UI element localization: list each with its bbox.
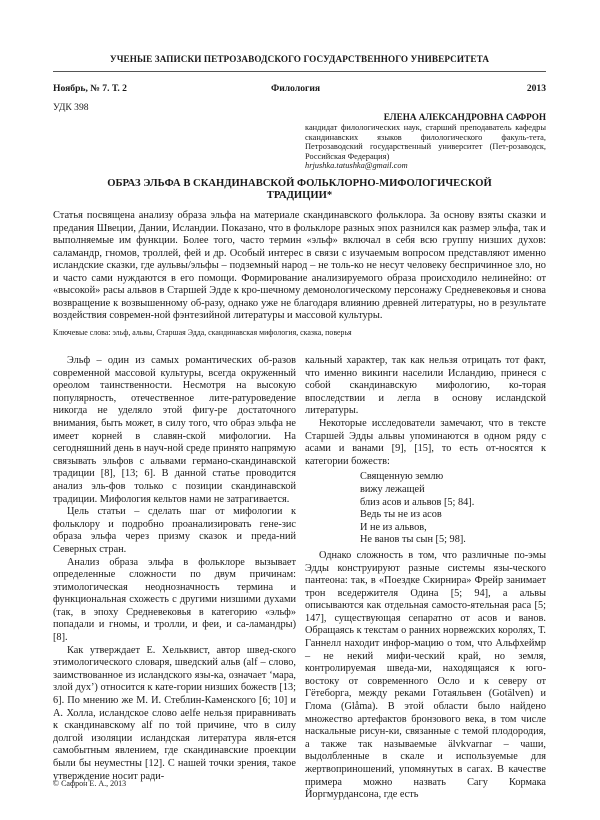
body-right-column bbox=[305, 355, 546, 802]
author-affiliation: кандидат филологических наук, старший преподаватель кафедры скандинавских языков филологического факуль-тета, Петрозаводский государственный университет (Пет-розаводск, Российская Федерация) bbox=[305, 123, 546, 161]
udk-code: УДК 398 bbox=[53, 102, 89, 113]
paragraph: Некоторые исследователи замечают, что в тексте Старшей Эдды альвы упоминаются в одном ряду с асами и ванами [9], [15], то есть от-носятся к категории божеств: bbox=[305, 417, 546, 467]
poem-line: близ асов и альвов [5; 84]. bbox=[360, 496, 475, 508]
paragraph: Цель статьи – сделать шаг от мифологии к фольклору и подробно проанализировать гене-зис образа эльфа через призму сказок и преда-ний Северных стран. bbox=[53, 506, 296, 555]
copyright-notice: © Сафрон Е. А., 2013 bbox=[53, 779, 127, 788]
paragraph: кальный характер, так как нельзя отрицать тот факт, что именно викинги населили Исландию, принеся с собой скандинавскую мифологию, ко-торая впоследствии и легла в основу исландской литературы. bbox=[305, 355, 546, 417]
article-title-line-2: ТРАДИЦИИ* bbox=[266, 190, 333, 202]
paragraph: Анализ образа эльфа в фольклоре вызывает определенные сложности по двум причинам: этимологическая неоднозначность термина и функциональная схожесть с другими низшими духами (так, в эпоху Средневековья в категорию «эльф» попадали и гномы, и тролли, и феи, и са-ламандры) [8]. bbox=[53, 556, 296, 644]
paragraph: Однако сложность в том, что различные по-эмы Эдды конструируют разные системы язы-ческого пантеона: так, в «Поездке Скирнира» Фрейр занимает трон вседержителя Одина [5; 94], а альвы описываются как отдельная самосто-ятельная раса [5; 147], существующая сепаратно от асов и ванов. Обращаясь к текстам о ранних норвежских королях, Т. Ганнелл находит инфор-мацию о том, что Альфхеймр – не некий мифи-ческий край, но земля, контролируемая шведа-ми, находящаяся к юго-востоку от современного Осло и к северу от Гётеборга, между реками Готаяльвен (Gotälven) и Глома (Glåma). В этой области было найдено множество артефактов бронзового века, в том числе наскальные рисун-ки, связанные с темой плодородия, а также так называемые älvkvarnar – чаши, выдолбленные в скале и используемые для жертвоприношений, упомянутых в сагах. В качестве примера можно назвать Сагу Кормака Йоргмурдансона, где есть bbox=[305, 549, 546, 801]
body-left-column bbox=[53, 355, 296, 783]
poem-line: Ведь ты не из асов bbox=[360, 509, 442, 521]
poem-line: Не ванов ты сын [5; 98]. bbox=[360, 534, 466, 546]
poem-quote bbox=[360, 471, 546, 547]
section-name: Филология bbox=[271, 83, 321, 94]
issue-number: Ноябрь, № 7. Т. 2 bbox=[53, 83, 127, 94]
article-title bbox=[53, 178, 546, 202]
poem-line: Священную землю bbox=[360, 471, 444, 483]
article-title-line-1: ОБРАЗ ЭЛЬФА В СКАНДИНАВСКОЙ ФОЛЬКЛОРНО-МИФОЛОГИЧЕСКОЙ bbox=[107, 178, 492, 189]
paragraph: Эльф – один из самых романтических об-разов современной массовой культуры, всегда окруженный ореолом таинственности. Несмотря на высокую популярность, отечественное лите-ратуроведение никогда не уделяло этой фигу-ре достаточного внимания, быть может, в силу того, что образ эльфа не имеет корней в славян-ской мифологии. На сегодняшний день в науч-ной среде принято напрямую связывать эльфов с альвами германо-скандинавской традиции [8], [13; 6]. В данной статье проводится анализ эль-фов только с позиции скандинавской традиции. Мифология кельтов нами не затрагивается. bbox=[53, 355, 296, 505]
poem-line: И не из альвов, bbox=[360, 521, 427, 533]
author-name: ЕЛЕНА АЛЕКСАНДРОВНА САФРОН bbox=[383, 112, 546, 122]
keywords: Ключевые слова: эльф, альвы, Старшая Эдда, скандинавская мифология, сказка, поверья bbox=[53, 328, 352, 337]
author-block bbox=[305, 113, 546, 170]
header-rule bbox=[53, 71, 546, 72]
poem-line: вижу лежащей bbox=[360, 483, 425, 495]
paragraph: Как утверждает Е. Хельквист, автор швед-ского этимологического словаря, шведский альв (alf – слово, заимствованное из исландского язы-ка, означает ‘мара, злой дух’) относится к кате-гории низших божеств [13; 6]. По мнению же М. И. Стеблин-Каменского [6; 10] и А. Холла, исландское слово aelfe нельзя приравнивать к скандинавскому alf по той причине, что в силу долгой изоляции исландская литература явля-ется самобытным явлением, где скандинавские проекции были бы неуместны [12]. С нашей точки зрения, такое утверждение носит ради- bbox=[53, 644, 296, 782]
author-email[interactable]: hrjushka.tatushka@gmail.com bbox=[305, 161, 408, 171]
issue-year: 2013 bbox=[526, 83, 546, 94]
journal-title: УЧЕНЫЕ ЗАПИСКИ ПЕТРОЗАВОДСКОГО ГОСУДАРСТВЕННОГО УНИВЕРСИТЕТА bbox=[109, 54, 490, 64]
abstract: Статья посвящена анализу образа эльфа на материале скандинавского фольклора. За основу взяты сказки и предания Швеции, Дании, Исландии. Показано, что в фольклоре разных эпох разнился как размер эльфа, так и выполняемые им функции. Более того, часто термин «эльф» включал в себя всю группу низших духов: саламандр, гномов, троллей, фей и др. Особый интерес в связи с изучаемым вопросом представляют именно исландские сказки, где аульвы/эльфы – подземный народ – не толь-ко не несут человеку беспричинное зло, но и часто сами нуждаются в его помощи. Формирование анализируемого образа происходило нелинейно: от «высокой» расы альвов в Старшей Эдде к кро-шечному демонологическому персонажу Средневековья и снова возвращение к возвышенному об-разу, однако уже не благодаря влиянию древней литературы, но в результате воздействия современ-ной фэнтезийной литературы и массовой культуры. bbox=[53, 210, 546, 321]
